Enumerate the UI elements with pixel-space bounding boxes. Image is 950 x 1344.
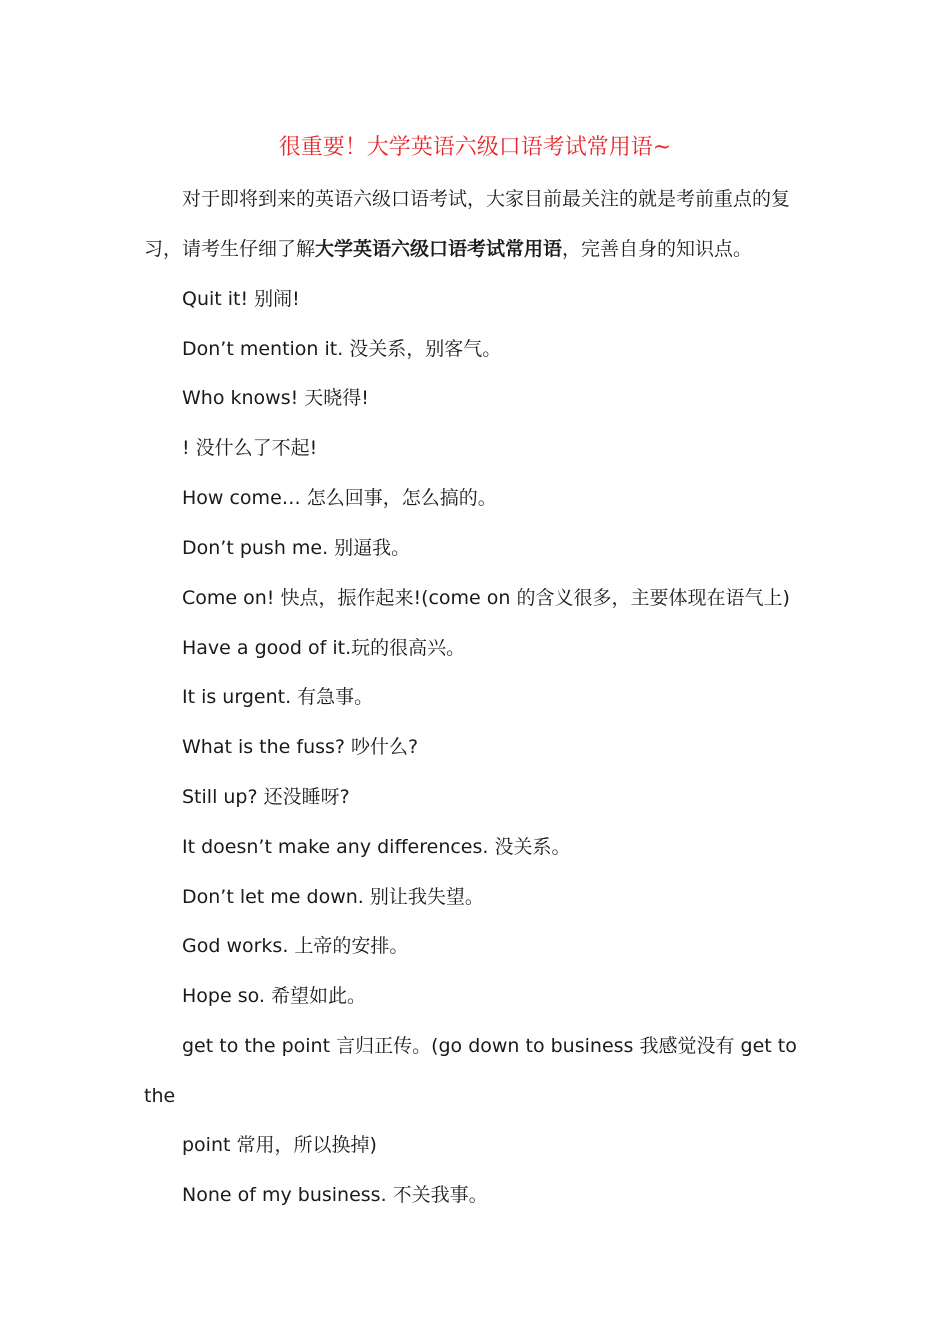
intro-text-before: 习，请考生仔细了解 — [144, 238, 316, 260]
intro-text-after: ，完善自身的知识点。 — [562, 238, 753, 260]
phrase-line: Don’t push me. 别逼我。 — [182, 537, 411, 559]
document-title: 很重要！大学英语六级口语考试常用语~ — [278, 135, 672, 160]
point-note-line-1: get to the point 言归正传。(go down to business 我感觉没有 get to — [182, 1035, 797, 1057]
phrase-line: Come on! 快点，振作起来!(come on 的含义很多，主要体现在语气上) — [182, 587, 790, 609]
phrase-line: It doesn’t make any differences. 没关系。 — [182, 836, 571, 858]
phrase-line: Have a good of it.玩的很高兴。 — [182, 637, 466, 659]
phrase-line: It is urgent. 有急事。 — [182, 686, 374, 708]
point-note-line-2: the — [144, 1085, 176, 1107]
phrase-line: Who knows! 天晓得! — [182, 387, 369, 409]
phrase-line: God works. 上帝的安排。 — [182, 935, 409, 957]
intro-text-bold: 大学英语六级口语考试常用语 — [315, 238, 563, 260]
phrase-line: What is the fuss? 吵什么? — [182, 736, 419, 758]
phrase-line: Don’t mention it. 没关系，别客气。 — [182, 338, 502, 360]
phrase-line: How come… 怎么回事，怎么搞的。 — [182, 487, 497, 509]
phrase-line: Quit it! 别闹! — [182, 288, 300, 310]
phrase-line: None of my business. 不关我事。 — [182, 1184, 488, 1206]
phrase-line: Still up? 还没睡呀? — [182, 786, 350, 808]
intro-line-2 — [144, 236, 752, 262]
phrase-line: Don’t let me down. 别让我失望。 — [182, 886, 484, 908]
phrase-line: ! 没什么了不起! — [182, 437, 318, 459]
phrase-line: Hope so. 希望如此。 — [182, 985, 366, 1007]
point-note-line-3: point 常用，所以换掉) — [182, 1134, 377, 1156]
intro-line-1: 对于即将到来的英语六级口语考试，大家目前最关注的就是考前重点的复 — [182, 188, 791, 210]
